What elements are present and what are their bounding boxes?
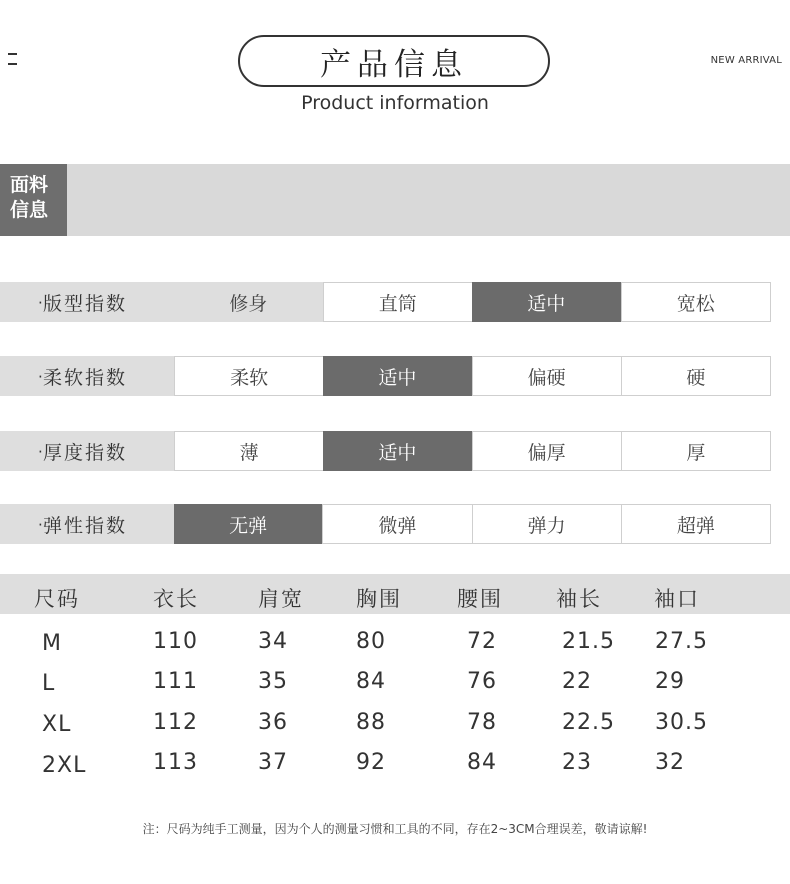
size-cell: 35 [258,669,288,694]
elasticity-index-label: · 弹性指数 [0,504,174,544]
size-table-header: 袖口 [654,587,700,611]
size-cell: 22.5 [562,710,615,735]
thickness-option-medium-selected: 适中 [323,431,471,471]
size-cell: 111 [153,669,198,694]
size-table-header: 衣长 [153,587,199,611]
size-cell: 110 [153,629,198,654]
page-subtitle: Product information [301,92,489,114]
size-cell: 21.5 [562,629,615,654]
elasticity-option-stretch: 弹力 [472,504,621,544]
thickness-option-thick: 厚 [621,431,771,471]
size-cell: 32 [655,750,685,775]
corner-mark-icon [8,51,17,67]
bullet-dot-icon: · [38,294,45,312]
size-cell: 76 [467,669,497,694]
fabric-label-line2: 信息 [10,199,49,221]
elasticity-option-super: 超弹 [621,504,771,544]
size-cell: 2XL [42,753,87,778]
size-cell: 112 [153,710,198,735]
size-cell: 34 [258,629,288,654]
elasticity-index-row [0,504,771,544]
softness-option-soft: 柔软 [174,356,323,396]
size-cell: 84 [467,750,497,775]
softness-index-row [0,356,771,396]
fit-index-row [0,282,771,322]
fit-option-loose: 宽松 [621,282,772,322]
page-title: 产品信息 [238,35,550,87]
softness-index-label: · 柔软指数 [0,356,174,396]
size-table-header: 胸围 [356,587,402,611]
size-table-header: 腰围 [457,587,503,611]
thickness-option-thickish: 偏厚 [472,431,621,471]
size-cell: 88 [356,710,386,735]
new-arrival-tag: NEW ARRIVAL [710,55,782,66]
size-table-header: 尺码 [34,587,80,611]
fabric-section-band [0,164,790,236]
softness-option-stiffish: 偏硬 [472,356,621,396]
size-cell: 78 [467,710,497,735]
fabric-label-line1: 面料 [10,174,49,196]
softness-option-medium-selected: 适中 [323,356,471,396]
size-cell: L [42,671,56,696]
fabric-section-label [0,164,67,236]
softness-option-stiff: 硬 [621,356,771,396]
size-cell: 27.5 [655,629,708,654]
size-cell: 29 [655,669,685,694]
size-cell: M [42,631,62,656]
elasticity-option-slight: 微弹 [322,504,471,544]
thickness-index-label: · 厚度指数 [0,431,174,471]
bullet-dot-icon: · [38,516,45,534]
thickness-option-thin: 薄 [174,431,323,471]
fit-option-straight: 直筒 [323,282,473,322]
size-cell: 92 [356,750,386,775]
size-cell: 37 [258,750,288,775]
measurement-note: 注：尺码为纯手工测量，因为个人的测量习惯和工具的不同，存在2~3CM合理误差，敬请谅解! [142,822,648,836]
size-table-header: 肩宽 [258,587,304,611]
bullet-dot-icon: · [38,443,45,461]
size-cell: 23 [562,750,592,775]
size-cell: 30.5 [655,710,708,735]
size-cell: 113 [153,750,198,775]
size-cell: 22 [562,669,592,694]
fit-index-label: · 版型指数 [0,282,174,322]
size-cell: 36 [258,710,288,735]
thickness-index-row [0,431,771,471]
size-cell: 84 [356,669,386,694]
size-cell: 80 [356,629,386,654]
size-cell: XL [42,712,72,737]
size-cell: 72 [467,629,497,654]
elasticity-option-none-selected: 无弹 [174,504,322,544]
size-table-header: 袖长 [556,587,602,611]
fit-option-regular-selected: 适中 [472,282,621,322]
bullet-dot-icon: · [38,368,45,386]
fit-option-slim: 修身 [174,282,323,322]
